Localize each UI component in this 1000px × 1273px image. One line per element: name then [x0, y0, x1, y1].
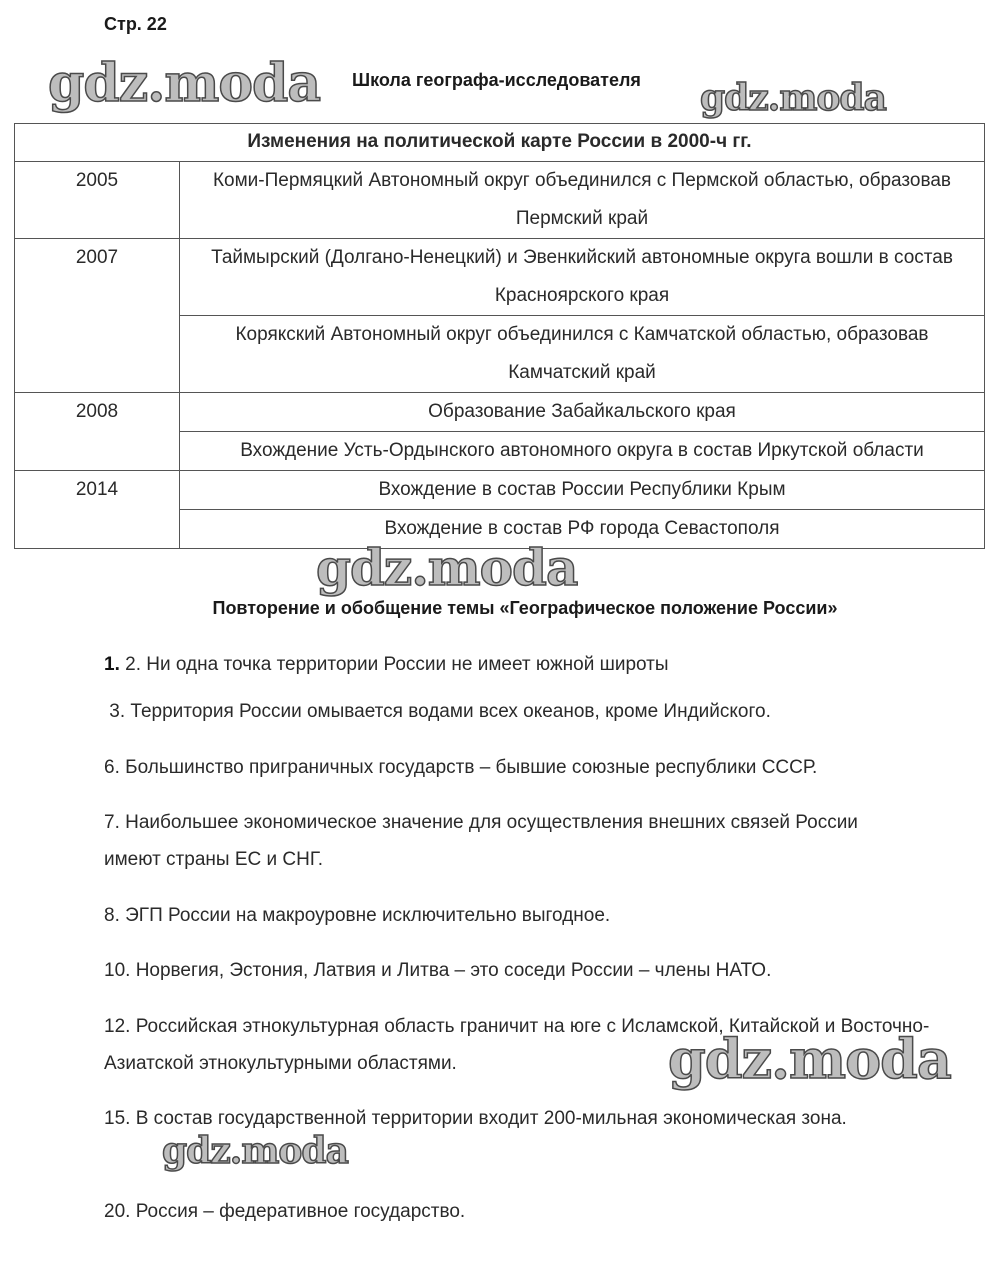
- review-title: Повторение и обобщение темы «Географическое положение России»: [212, 598, 838, 618]
- event-cell: Вхождение в состав России Республики Крым: [180, 471, 985, 510]
- table-title: Изменения на политической карте России в 2000-ч гг.: [15, 124, 985, 162]
- watermark-logo: gdz.moda: [668, 1027, 951, 1091]
- watermark-logo: gdz.moda: [700, 77, 886, 119]
- list-item: 12. Российская этнокультурная область граничит на юге с Исламской, Китайской и Восточно-Азиатской этнокультурными областями.: [104, 1016, 930, 1074]
- year-cell: 2014: [15, 471, 180, 549]
- year-cell: 2005: [15, 162, 180, 239]
- task-number: 1.: [104, 654, 120, 675]
- list-item: 3. Территория России омывается водами всех океанов, кроме Индийского.: [104, 701, 771, 722]
- table-row: [15, 239, 985, 316]
- page-number: Стр. 22: [104, 14, 167, 34]
- event-cell: Таймырский (Долгано-Ненецкий) и Эвенкийский автономные округа вошли в состав Красноярского края: [180, 239, 985, 316]
- event-cell: Вхождение в состав РФ города Севастополя: [180, 510, 985, 549]
- table-row: [15, 393, 985, 432]
- year-cell: 2007: [15, 239, 180, 393]
- table-row: [15, 162, 985, 239]
- year-cell: 2008: [15, 393, 180, 471]
- watermark-logo: gdz.moda: [316, 538, 578, 597]
- section-subtitle: Школа географа-исследователя: [352, 70, 641, 90]
- list-item: 6. Большинство приграничных государств – бывшие союзные республики СССР.: [104, 757, 818, 778]
- list-item: 10. Норвегия, Эстония, Латвия и Литва – это соседи России – члены НАТО.: [104, 960, 772, 981]
- list-item: 7. Наибольшее экономическое значение для осуществления внешних связей России имеют страны ЕС и СНГ.: [104, 812, 858, 870]
- event-cell: Образование Забайкальского края: [180, 393, 985, 432]
- event-cell: Вхождение Усть-Ордынского автономного округа в состав Иркутской области: [180, 432, 985, 471]
- political-map-changes-table: [14, 123, 985, 549]
- list-item: 15. В состав государственной территории входит 200-мильная экономическая зона.: [104, 1108, 847, 1129]
- event-cell: Коми-Пермяцкий Автономный округ объединился с Пермской областью, образовав Пермский край: [180, 162, 985, 239]
- table-row: [15, 471, 985, 510]
- list-item: [104, 646, 974, 683]
- list-item-text: 2. Ни одна точка территории России не имеет южной широты: [125, 654, 669, 675]
- watermark-logo: gdz.moda: [162, 1130, 348, 1172]
- list-item: 8. ЭГП России на макроуровне исключительно выгодное.: [104, 905, 611, 926]
- event-cell: Корякский Автономный округ объединился с Камчатской областью, образовав Камчатский край: [180, 316, 985, 393]
- watermark-logo: gdz.moda: [48, 53, 321, 114]
- list-item: 20. Россия – федеративное государство.: [104, 1201, 466, 1222]
